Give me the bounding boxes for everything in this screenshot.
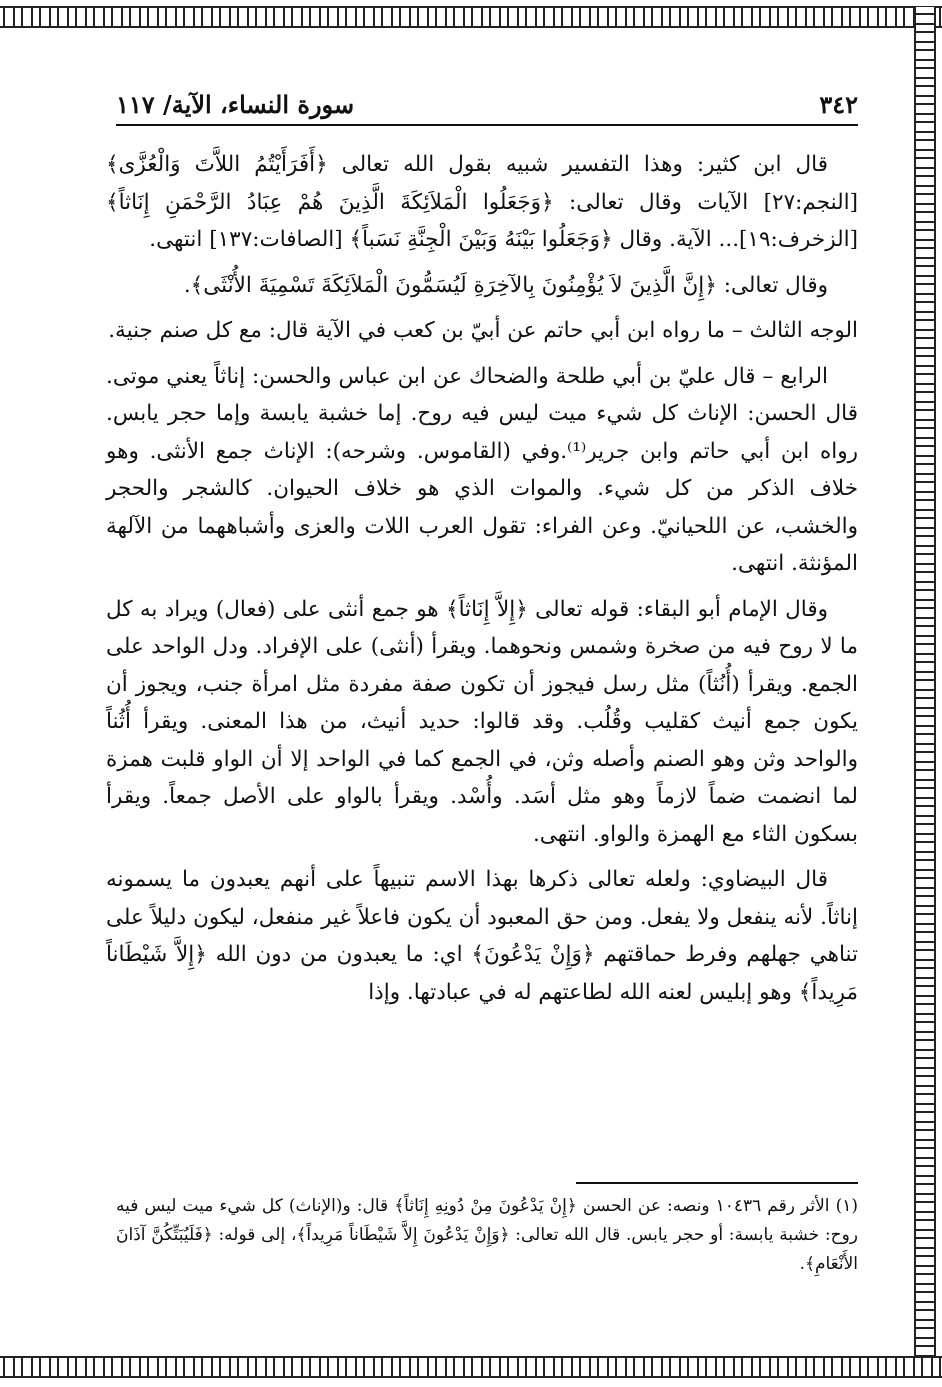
paragraph: الرابع – قال عليّ بن أبي طلحة والضحاك عن ابن عباس والحسن: إناثاً يعني موتى. قال الحسن: الإناث كل شيء ميت ليس فيه روح. إما خشبة يابسة وإما حجر يابس. رواه ابن أبي حاتم وابن جرير⁽¹⁾.وفي (القاموس. وشرحه): الإناث جمع الأنثى. وهو خلاف الذكر من كل شيء. والموات الذي هو خلاف الحيوان. كالشجر والحجر والخشب، عن اللحيانيّ. وعن الفراء: تقول العرب اللات والعزى وأشباههما من الآلهة المؤنثة. انتهى.	[106, 363, 858, 576]
footnote-rule	[576, 1182, 858, 1184]
paragraph: الوجه الثالث – ما رواه ابن أبي حاتم عن أبيّ بن كعب في الآية قال: مع كل صنم جنية.	[108, 318, 858, 343]
decorative-border-top	[0, 6, 942, 28]
footnote	[116, 1192, 858, 1279]
page-body	[106, 146, 858, 1019]
paragraph: وقال الإمام أبو البقاء: قوله تعالى ﴿إِلاَّ إِنَاثاً﴾ هو جمع أنثى على (فعال) ويراد به كل ما لا روح فيه من صخرة وشمس ونحوهما. ويقرأ (أنثى) على الإفراد. ودل الواحد على الجمع. ويقرأ (أُنُثاً) مثل رسل فيجوز أن تكون صفة مفردة مثل امرأة جنب، ويجوز أن يكون جمع أنيث كقليب وقُلُب. وقد قالوا: حديد أنيث، من هذا المعنى. ويقرأ أُثُناً والواحد وثن وهو الصنم وأصله وثن، في الجمع كما في الواحد إلا أن الواو قلبت همزة لما انضمت ضماً لازماً وهو مثل أسَد. وأُسْد. ويقرأ بالواو على الأصل جمعاً. ويقرأ بسكون الثاء مع الهمزة والواو. انتهى.	[106, 596, 858, 847]
running-title: سورة النساء، الآية/ ١١٧	[116, 89, 355, 119]
header-rule	[116, 124, 858, 126]
page-number: ٣٤٢	[819, 89, 858, 119]
decorative-border-right	[914, 6, 936, 1378]
book-page	[88, 60, 858, 1350]
footnote-text: (١) الأثر رقم ١٠٤٣٦ ونصه: عن الحسن ﴿إِنْ يَدْعُونَ مِنْ دُونِهِ إِنَاثاً﴾ قال: و(الإناث) كل شيء ميت ليس فيه روح: خشبة يابسة: أو حجر يابس. قال الله تعالى: ﴿وَإِنْ يَدْعُونَ إِلاَّ شَيْطَاناً مَرِيداً﴾، إلى قوله: ﴿فَلَيُبَتِّكُنَّ آذَانَ الأَنْعَامِ﴾.	[116, 1196, 858, 1274]
paragraph: قال البيضاوي: ولعله تعالى ذكرها بهذا الاسم تنبيهاً على أنهم يعبدون ما يسمونه إناثاً. لأنه ينفعل ولا يفعل. ومن حق المعبود أن يكون فاعلاً غير منفعل، ليكون دليلاً على تناهي جهلهم وفرط حماقتهم ﴿وَإِنْ يَدْعُونَ﴾ اي: ما يعبدون من دون الله ﴿إِلاَّ شَيْطَاناً مَرِيداً﴾ وهو إبليس لعنه الله لطاعتهم له في عبادتها. وإذا	[106, 867, 858, 1005]
decorative-border-bottom	[0, 1356, 942, 1378]
paragraph: قال ابن كثير: وهذا التفسير شبيه بقول الله تعالى ﴿أَفَرَأَيْتُمُ اللاَّتَ وَالْعُزَّى﴾ [النجم:٢٧] الآيات وقال تعالى: ﴿وَجَعَلُوا الْمَلاَئِكَةَ الَّذِينَ هُمْ عِبَادُ الرَّحْمَنِ إِنَاثاً﴾ [الزخرف:١٩]... الآية. وقال ﴿وَجَعَلُوا بَيْنَهُ وَبَيْنَ الْجِنَّةِ نَسَباً﴾ [الصافات:١٣٧] انتهى.	[106, 152, 858, 252]
page-header	[116, 84, 858, 124]
paragraph: وقال تعالى: ﴿إِنَّ الَّذِينَ لاَ يُؤْمِنُونَ بِالآخِرَةِ لَيُسَمُّونَ الْمَلاَئِكَةَ تَسْمِيَةَ الأُنْثَى﴾.	[183, 272, 828, 298]
